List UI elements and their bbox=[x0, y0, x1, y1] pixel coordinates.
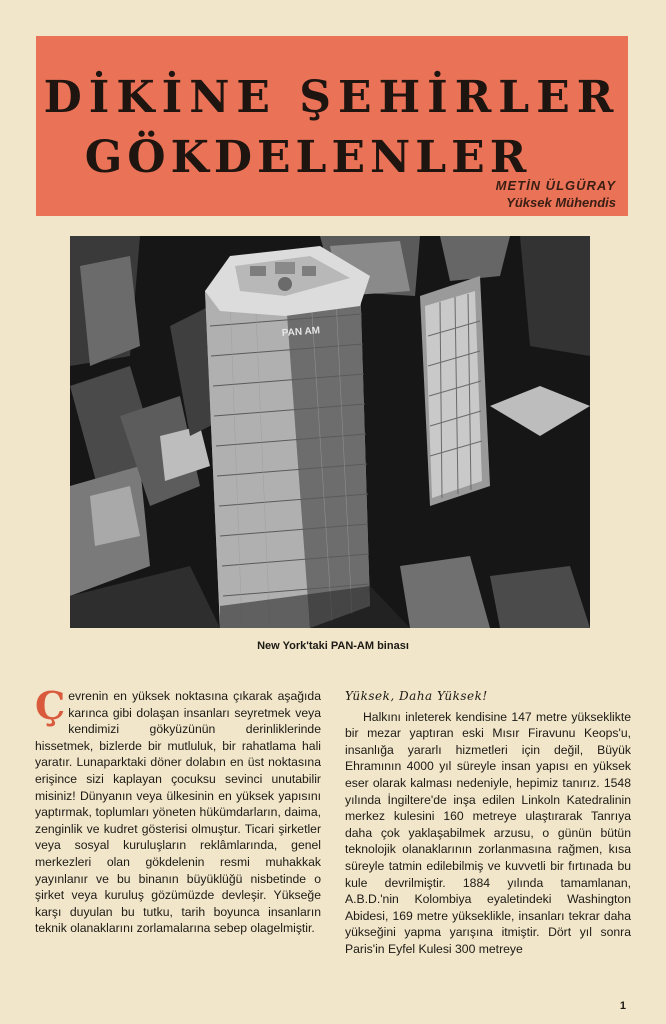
aerial-city-image bbox=[70, 236, 590, 628]
skyscraper-photo bbox=[70, 236, 590, 628]
page-number: 1 bbox=[619, 1000, 626, 1012]
title-banner bbox=[36, 36, 628, 216]
author-name: METİN ÜLGÜRAY bbox=[495, 178, 616, 193]
article-column-left bbox=[35, 683, 321, 937]
title-line-2: GÖKDELENLER bbox=[84, 132, 532, 183]
author-block bbox=[496, 178, 616, 210]
building-sign: PAN AM bbox=[281, 325, 321, 339]
title-line-1: DİKİNE ŞEHİRLER bbox=[43, 72, 621, 123]
article-column-right bbox=[345, 688, 631, 958]
drop-cap: Ç bbox=[35, 683, 66, 728]
photo-caption: New York'taki PAN-AM binası bbox=[257, 640, 409, 652]
intro-paragraph bbox=[35, 683, 321, 937]
section-subhead: Yüksek, Daha Yüksek! bbox=[345, 689, 488, 703]
section-paragraph: Halkını inleterek kendisine 147 metre yükseklikte bir mezar yaptıran eski Mısır Firavunu Keops'u, insanlığa yararlı hizmetleri için değil, Büyük Ehramının 4000 yıl süreyle insan yapısı en yüksek eser olarak kalması nedeniyle, hepimiz tanırız. 1548 yılında İngiltere'de inşa edilen Linkoln Katedralinin merkez kulesini 160 metreye ulaştırarak Tanrıya daha çok yaklaşabilmek arzusu, o günün bütün teknolojik olanaklarının zorlanmasına rağmen, kısa süreyle tatmin edilebilmiş ve kuvvetli bir fırtınada bu kule devrilmiştir. 1884 yılında tamamlanan, A.B.D.'nin Kolombiya eyaletindeki Washington Abidesi, 169 metre yükseklikle, insanları tekrar daha yükseğini yapma yarışına itmiştir. Dört yıl sonra Paris'in Eyfel Kulesi 300 metreye bbox=[345, 709, 631, 956]
intro-text: evrenin en yüksek noktasına çıkarak aşağıda karınca gibi dolaşan insanları seyretmek veya kendimizi gökyüzünün derinliklerinde hissetmek, bizlerde bir mutluluk, bir rahatlama hali yaratır. Lunaparktaki döner dolabın en üst noktasına erişince sizi kaplayan çocuksu sevinci unutabilir misiniz! Dünyanın veya ülkesinin en yüksek yapısını yaptırmak, toplumları yöneten hükümdarların, daima, zenginlik ve kudret gösterisi olmuştur. Ticari şirketler veya sosyal kuruluşların reklâmlarında, genel merkezleri olan gökdelenin resmi muhakkak yayınlanır ve bu binanın büyüklüğü nisbetinde o şirket veya kuruluş gözümüzde devleşir. Yükseğe karşı duyulan bu tutku, tarih boyunca insanların teknik olanaklarını zorlamalarına sebep olagelmiştir. bbox=[35, 689, 321, 936]
author-role: Yüksek Mühendis bbox=[506, 195, 616, 210]
